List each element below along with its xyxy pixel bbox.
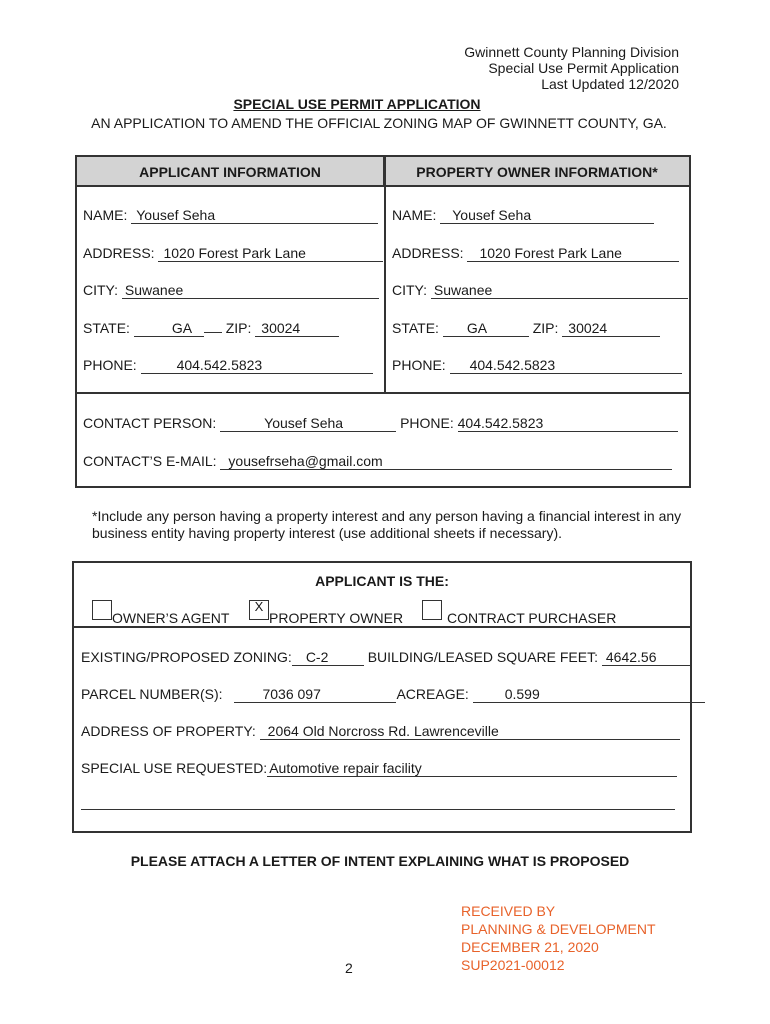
owner-state-label: STATE: bbox=[392, 320, 439, 336]
parcel-field[interactable]: 7036 097 bbox=[234, 687, 396, 703]
letter-of-intent-instruction: PLEASE ATTACH A LETTER OF INTENT EXPLAINING WHAT IS PROPOSED bbox=[130, 853, 630, 869]
applicant-address-row bbox=[83, 245, 383, 262]
property-owner-checkbox[interactable]: X bbox=[249, 600, 269, 620]
parcel-row bbox=[81, 686, 705, 703]
owners-agent-checkbox[interactable] bbox=[92, 600, 112, 620]
received-stamp bbox=[461, 902, 656, 974]
stamp-line-2: PLANNING & DEVELOPMENT bbox=[461, 921, 656, 937]
applicant-is-heading: APPLICANT IS THE: bbox=[315, 573, 449, 589]
owner-footnote: *Include any person having a property interest and any person having a financial interest in any business entity having property interest (use additional sheets if necessary). bbox=[92, 508, 682, 541]
applicant-zip-field[interactable]: 30024 bbox=[255, 321, 339, 337]
owner-name-label: NAME: bbox=[392, 207, 437, 223]
header-org: Gwinnett County Planning Division bbox=[464, 44, 679, 60]
owner-city-label: CITY: bbox=[392, 282, 428, 298]
sqft-field[interactable]: 4642.56 bbox=[602, 650, 692, 666]
owner-address-field[interactable]: 1020 Forest Park Lane bbox=[467, 246, 679, 262]
applicant-name-row bbox=[83, 207, 378, 224]
contact-email-label: CONTACT’S E-MAIL: bbox=[83, 453, 217, 469]
owner-address-row bbox=[392, 245, 679, 262]
special-use-continuation-line[interactable] bbox=[81, 809, 675, 810]
property-address-field[interactable]: 2064 Old Norcross Rd. Lawrenceville bbox=[260, 724, 680, 740]
applicant-phone-row bbox=[83, 357, 373, 374]
applicant-city-field[interactable]: Suwanee bbox=[122, 283, 379, 299]
contact-email-row bbox=[83, 453, 672, 470]
applicant-address-label: ADDRESS: bbox=[83, 245, 155, 261]
applicant-phone-field[interactable]: 404.542.5823 bbox=[141, 358, 373, 374]
header-updated: Last Updated 12/2020 bbox=[541, 76, 679, 92]
contact-email-field[interactable]: yousefrseha@gmail.com bbox=[220, 454, 672, 470]
parcel-label: PARCEL NUMBER(S): bbox=[81, 686, 223, 702]
owner-phone-label: PHONE: bbox=[392, 357, 446, 373]
applicant-name-field[interactable]: Yousef Seha bbox=[131, 208, 378, 224]
header-doc: Special Use Permit Application bbox=[488, 60, 679, 76]
contract-purchaser-label: CONTRACT PURCHASER bbox=[447, 610, 617, 626]
applicant-state-label: STATE: bbox=[83, 320, 130, 336]
applicant-state-field[interactable]: GA bbox=[134, 321, 204, 337]
owner-zip-field[interactable]: 30024 bbox=[562, 321, 660, 337]
contact-phone-field[interactable]: 404.542.5823 bbox=[458, 416, 678, 432]
underline-spacer bbox=[204, 332, 222, 333]
contact-phone-label: PHONE: bbox=[400, 415, 454, 431]
stamp-line-4: SUP2021-00012 bbox=[461, 957, 565, 973]
acreage-field[interactable]: 0.599 bbox=[473, 687, 705, 703]
owner-heading: PROPERTY OWNER INFORMATION* bbox=[385, 157, 689, 187]
applicant-phone-label: PHONE: bbox=[83, 357, 137, 373]
special-use-field[interactable]: Automotive repair facility bbox=[267, 761, 677, 777]
owner-phone-field[interactable]: 404.542.5823 bbox=[450, 358, 682, 374]
owners-agent-label: OWNER’S AGENT bbox=[112, 610, 230, 626]
applicant-zip-label: ZIP: bbox=[225, 320, 252, 336]
acreage-label: ACREAGE: bbox=[396, 686, 469, 702]
property-address-label: ADDRESS OF PROPERTY: bbox=[81, 723, 256, 739]
contact-person-field[interactable]: Yousef Seha bbox=[220, 416, 396, 432]
applicant-city-label: CITY: bbox=[83, 282, 119, 298]
applicant-type-box bbox=[72, 561, 692, 833]
applicant-name-label: NAME: bbox=[83, 207, 128, 223]
owner-address-label: ADDRESS: bbox=[392, 245, 464, 261]
applicant-type-divider bbox=[74, 626, 690, 628]
zoning-field[interactable]: C-2 bbox=[292, 650, 364, 666]
property-owner-label: PROPERTY OWNER bbox=[269, 610, 404, 626]
contract-purchaser-checkbox[interactable] bbox=[422, 600, 442, 620]
column-divider bbox=[384, 157, 386, 394]
owner-city-row bbox=[392, 282, 688, 299]
applicant-heading: APPLICANT INFORMATION bbox=[77, 157, 385, 187]
applicant-city-row bbox=[83, 282, 379, 299]
special-use-row bbox=[81, 760, 677, 777]
owner-city-field[interactable]: Suwanee bbox=[431, 283, 688, 299]
stamp-line-1: RECEIVED BY bbox=[461, 903, 556, 919]
page-number: 2 bbox=[345, 960, 353, 976]
stamp-line-3: DECEMBER 21, 2020 bbox=[461, 939, 599, 955]
applicant-owner-box bbox=[75, 155, 691, 488]
owner-zip-label: ZIP: bbox=[532, 320, 559, 336]
zoning-row bbox=[81, 649, 692, 666]
contact-person-row bbox=[83, 415, 678, 432]
page-title: SPECIAL USE PERMIT APPLICATION bbox=[233, 96, 481, 112]
sqft-label: BUILDING/LEASED SQUARE FEET: bbox=[367, 649, 598, 665]
owner-state-field[interactable]: GA bbox=[443, 321, 529, 337]
owner-name-field[interactable]: Yousef Seha bbox=[440, 208, 654, 224]
applicant-address-field[interactable]: 1020 Forest Park Lane bbox=[158, 246, 383, 262]
applicant-state-zip-row bbox=[83, 320, 339, 337]
page-subtitle: AN APPLICATION TO AMEND THE OFFICIAL ZONING MAP OF GWINNETT COUNTY, GA. bbox=[91, 115, 667, 131]
section-divider bbox=[77, 392, 689, 394]
property-address-row bbox=[81, 723, 680, 740]
owner-state-zip-row bbox=[392, 320, 660, 337]
owner-phone-row bbox=[392, 357, 682, 374]
document-header bbox=[464, 44, 679, 92]
special-use-label: SPECIAL USE REQUESTED: bbox=[81, 760, 268, 776]
zoning-label: EXISTING/PROPOSED ZONING: bbox=[81, 649, 292, 665]
contact-person-label: CONTACT PERSON: bbox=[83, 415, 217, 431]
owner-name-row bbox=[392, 207, 654, 224]
